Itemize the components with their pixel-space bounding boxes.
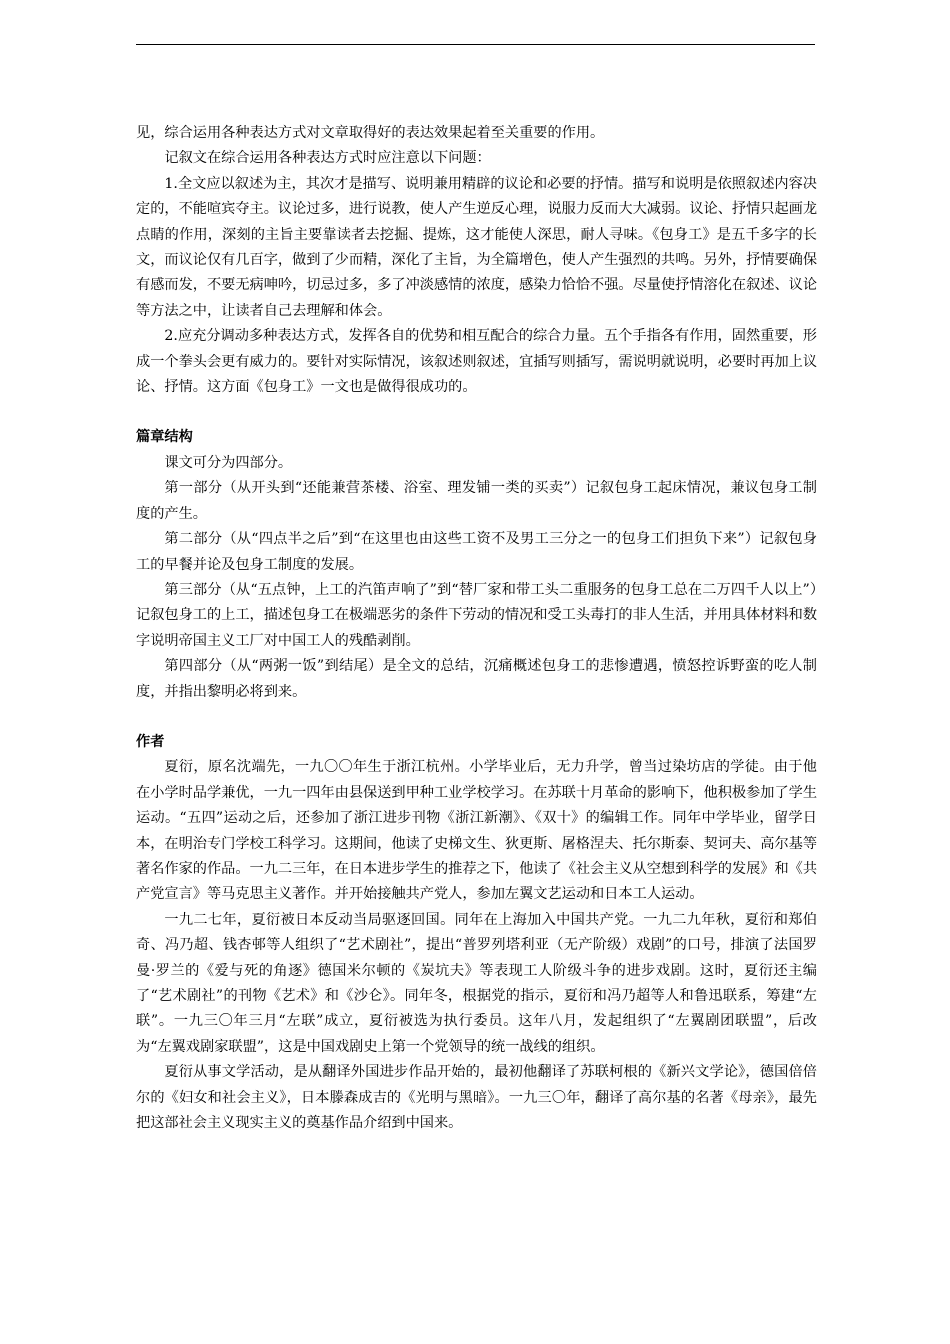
header-rule [136,44,815,45]
paragraph: 第二部分（从“四点半之后”到“在这里也由这些工资不及男工三分之一的包身工们担负下来”）记叙包身工的早餐并论及包身工制度的发展。 [136,531,817,573]
paragraph: 2.应充分调动多种表达方式，发挥各自的优势和相互配合的综合力量。五个手指各有作用，固然重要，形成一个拳头会更有威力的。要针对实际情况，该叙述则叙述，宜插写则插写，需说明就说明，必要时再加上议论、抒情。这方面《包身工》一文也是做得很成功的。 [136,328,818,396]
paragraph: 一九二七年，夏衍被日本反动当局驱逐回国。同年在上海加入中国共产党。一九二九年秋，夏衍和郑伯奇、冯乃超、钱杏邨等人组织了“艺术剧社”，提出“普罗列塔利亚（无产阶级）戏剧”的口号，排演了法国罗曼·罗兰的《爱与死的角逐》德国米尔顿的《炭坑夫》等表现工人阶级斗争的进步戏剧。这时，夏衍还主编了“艺术剧社”的刊物《艺术》和《沙仑》。同年冬，根据党的指示，夏衍和冯乃超等人和鲁迅联系，筹建“左联”。一九三〇年三月“左联”成立，夏衍被选为执行委员。这年八月，发起组织了“左翼剧团联盟”，后改为“左翼戏剧家联盟”，这是中国戏剧史上第一个党领导的统一战线的组织。 [136,911,817,1055]
paragraph: 课文可分为四部分。 [164,454,293,471]
paragraph: 记叙文在综合运用各种表达方式时应注意以下问题： [164,150,491,167]
paragraph: 第一部分（从开头到“还能兼营茶楼、浴室、理发铺一类的买卖”）记叙包身工起床情况，兼议包身工制度的产生。 [136,480,817,522]
section-heading: 篇章结构 [136,429,193,446]
paragraph: 1.全文应以叙述为主，其次才是描写、说明兼用精辟的议论和必要的抒情。描写和说明是依照叙述内容决定的，不能喧宾夺主。议论过多，进行说教，使人产生逆反心理，说服力反而大大减弱。议论、抒情只起画龙点睛的作用，深刻的主旨主要靠读者去挖掘、提炼，这才能使人深思，耐人寻味。《包身工》是五千多字的长文，而议论仅有几百字，做到了少而精，深化了主旨，为全篇增色，使人产生强烈的共鸣。另外，抒情要确保有感而发，不要无病呻吟，切忌过多，多了冲淡感情的浓度，感染力恰恰不强。尽量使抒情溶化在叙述、议论等方法之中，让读者自己去理解和体会。 [136,175,818,319]
section-intro [136,121,817,400]
paragraph: 夏衍从事文学活动，是从翻译外国进步作品开始的，最初他翻译了苏联柯根的《新兴文学论》，德国倍倍尔的《妇女和社会主义》，日本滕森成吉的《光明与黑暗》。一九三〇年，翻译了高尔基的名著《母亲》，最先把这部社会主义现实主义的奠基作品介绍到中国来。 [136,1064,817,1132]
paragraph: 夏衍，原名沈端先，一九〇〇年生于浙江杭州。小学毕业后，无力升学，曾当过染坊店的学徒。由于他在小学时品学兼优，一九一四年由县保送到甲种工业学校学习。在苏联十月革命的影响下，他积极参加了学生运动。“五四”运动之后，还参加了浙江进步刊物《浙江新潮》、《双十》的编辑工作。同年中学毕业，留学日本，在明治专门学校工科学习。这期间，他读了史梯文生、狄更斯、屠格涅夫、托尔斯泰、契诃夫、高尔基等著名作家的作品。一九二三年，在日本进步学生的推荐之下，他读了《社会主义从空想到科学的发展》和《共产党宣言》等马克思主义著作。并开始接触共产党人，参加左翼文艺运动和日本工人运动。 [136,759,818,903]
page-content [136,121,817,1136]
paragraph: 第三部分（从“五点钟，上工的汽笛声响了”到“替厂家和带工头二重服务的包身工总在二万四千人以上”）记叙包身工的上工，描述包身工在极端恶劣的条件下劳动的情况和受工头毒打的非人生活，并用具体材料和数字说明帝国主义工厂对中国工人的残酷剥削。 [136,581,818,649]
paragraph: 第四部分（从“两粥一饭”到结尾）是全文的总结，沉痛概述包身工的悲惨遭遇，愤怒控诉野蛮的吃人制度，并指出黎明必将到来。 [136,658,817,700]
section-structure [136,425,817,704]
paragraph: 见，综合运用各种表达方式对文章取得好的表达效果起着至关重要的作用。 [136,125,605,141]
section-heading: 作者 [136,733,165,750]
section-author [136,730,817,1137]
